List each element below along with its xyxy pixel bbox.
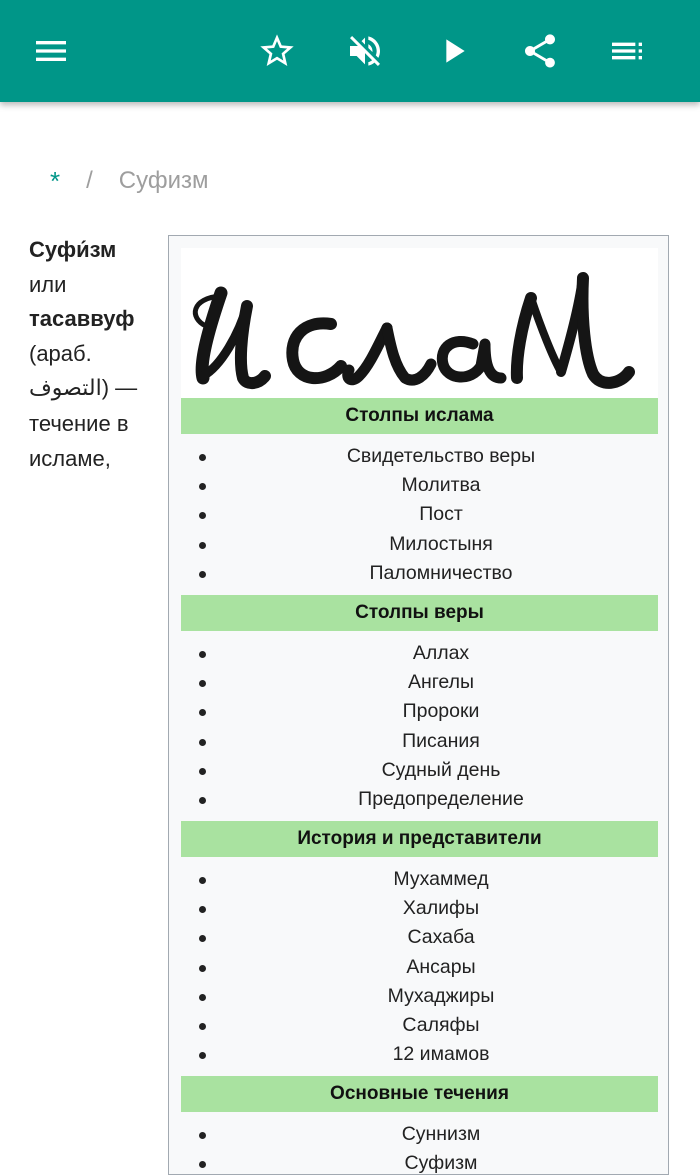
list-item-link[interactable]: Судный день (381, 758, 501, 781)
section-header-pillars-of-faith: Столпы веры (181, 595, 658, 631)
list-item (169, 668, 668, 697)
section-header-history: История и представители (181, 821, 658, 857)
list-item (169, 982, 668, 1011)
lead-alt-term: тасаввуф (29, 306, 135, 332)
list-item (169, 894, 668, 923)
list-item (169, 1040, 668, 1069)
breadcrumb-current: Суфизм (118, 167, 209, 194)
pillars-of-islam-list (169, 442, 668, 588)
list-item-link[interactable]: Ангелы (407, 671, 475, 694)
list-item (169, 785, 668, 814)
lead-or: или (29, 271, 67, 297)
list-item (169, 559, 668, 588)
list-item-link[interactable]: Аллах (412, 642, 470, 664)
mute-button[interactable] (336, 22, 394, 80)
list-item (169, 923, 668, 952)
menu-button[interactable] (22, 22, 80, 80)
contents-button[interactable] (598, 22, 656, 80)
list-item-link[interactable]: Молитва (401, 474, 481, 497)
list-item-link[interactable]: Суфизм (404, 1152, 478, 1175)
list-item (169, 953, 668, 982)
share-button[interactable] (511, 22, 569, 80)
lead-rest: течение в исламе, (29, 410, 129, 471)
list-item-link[interactable]: Мухаджиры (387, 984, 495, 1007)
list-item (169, 1120, 668, 1149)
lead-arabic: التصوف (29, 376, 102, 402)
list-item (169, 500, 668, 529)
list-item-link[interactable]: Паломничество (369, 561, 513, 584)
app-toolbar (0, 0, 700, 102)
play-icon (433, 31, 473, 71)
lead-term: Суфи́зм (29, 237, 117, 262)
section-header-main-branches: Основные течения (181, 1076, 658, 1112)
list-item-link[interactable]: Халифы (402, 897, 480, 920)
list-item-link[interactable]: Пост (419, 503, 463, 526)
breadcrumb (50, 166, 209, 196)
list-item-link[interactable]: Ансары (406, 955, 476, 978)
favorite-button[interactable] (248, 22, 306, 80)
list-item-link[interactable]: Писания (402, 729, 480, 752)
list-item (169, 471, 668, 500)
list-item-link[interactable]: Саляфы (402, 1013, 480, 1036)
list-item (169, 697, 668, 726)
list-item (169, 530, 668, 559)
list-item-link[interactable]: Свидетельство веры (346, 445, 536, 467)
list-item-link[interactable]: Милостыня (389, 532, 493, 555)
list-item-link[interactable]: 12 имамов (392, 1043, 490, 1066)
share-icon (520, 31, 560, 71)
volume-off-icon (345, 31, 385, 71)
playlist-icon (607, 31, 647, 71)
list-item (169, 1011, 668, 1040)
breadcrumb-home-link[interactable]: * (50, 165, 61, 196)
list-item (169, 756, 668, 785)
islam-calligraphy-logo (181, 248, 658, 398)
lead-lang-link[interactable]: (араб. (29, 340, 92, 366)
infobox (168, 235, 669, 1175)
play-button[interactable] (424, 22, 482, 80)
list-item (169, 865, 668, 894)
list-item-link[interactable]: Мухаммед (393, 868, 489, 890)
list-item (169, 639, 668, 668)
menu-icon (31, 31, 71, 71)
list-item (169, 727, 668, 756)
list-item (169, 1149, 668, 1175)
section-header-pillars-of-islam: Столпы ислама (181, 398, 658, 434)
breadcrumb-separator: / (86, 167, 93, 194)
article-lead-text (29, 233, 149, 476)
list-item (169, 442, 668, 471)
list-item-link[interactable]: Пророки (402, 700, 480, 723)
list-item-link[interactable]: Предопределение (358, 787, 524, 810)
list-item-link[interactable]: Суннизм (401, 1123, 481, 1145)
lead-after-arabic: ) — (101, 375, 138, 401)
pillars-of-faith-list (169, 639, 668, 814)
list-item-link[interactable]: Сахаба (407, 926, 475, 949)
history-list (169, 865, 668, 1069)
star-icon (257, 31, 297, 71)
